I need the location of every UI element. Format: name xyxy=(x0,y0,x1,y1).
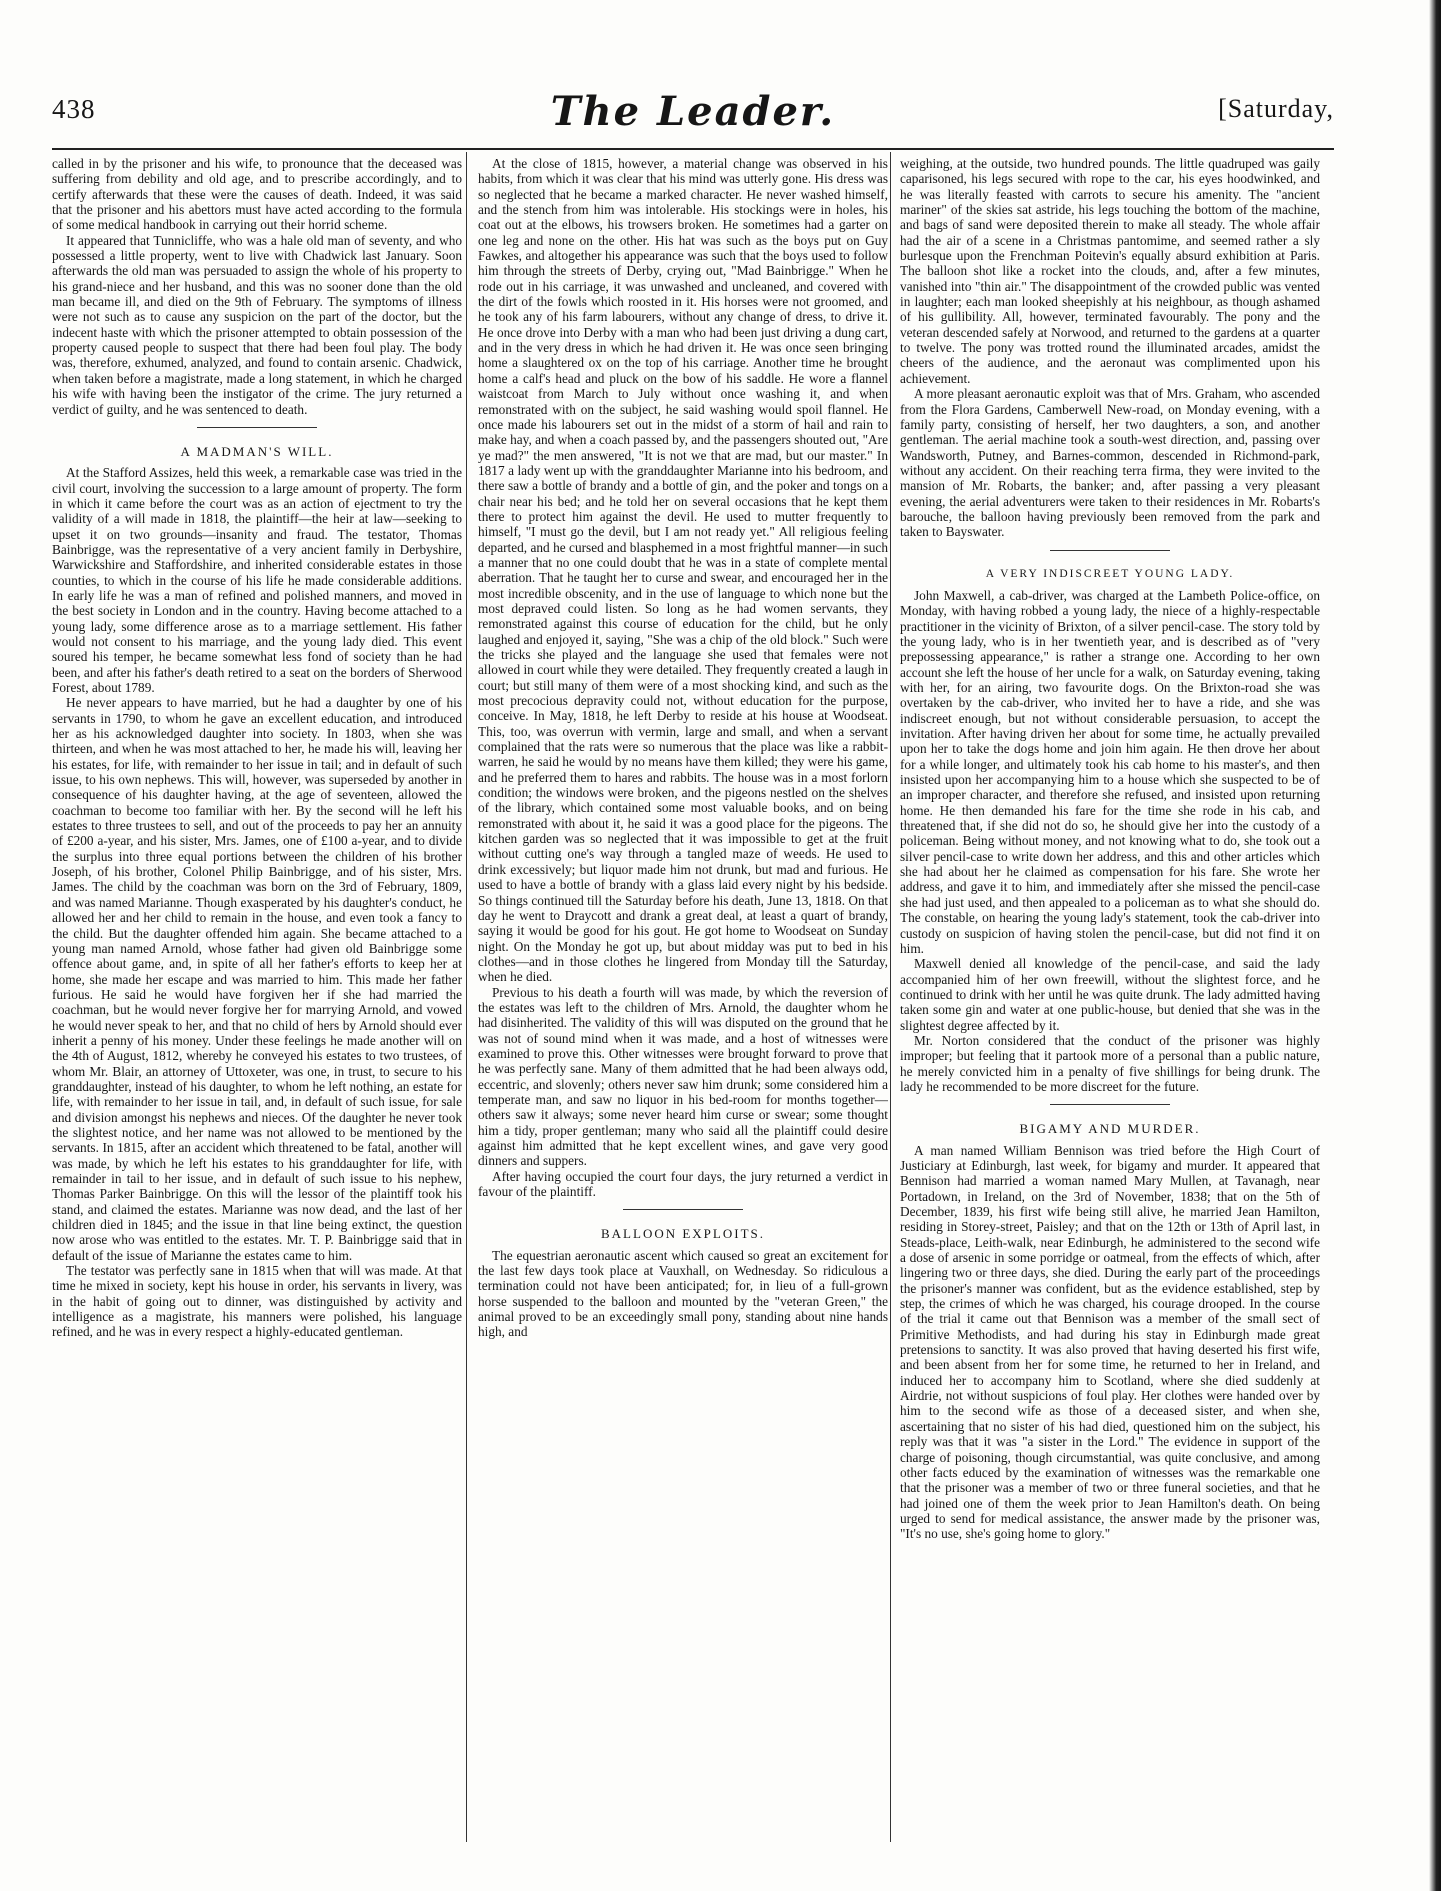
section-rule xyxy=(197,427,317,428)
article-heading: BIGAMY AND MURDER. xyxy=(1019,1121,1201,1137)
paragraph: The equestrian aeronautic ascent which caused so great an excitement for the last few days took place at Vauxhall, on Wednesday. So ridiculous a termination could not have been anticipated; for, in lieu of a full-grown horse suspended to the balloon and mounted by the "veteran Green," the animal proved to be an exceedingly small pony, standing about nine hands high, and xyxy=(478,1247,888,1340)
paragraph: John Maxwell, a cab-driver, was charged at the Lambeth Police-office, on Monday, with having robbed a young lady, the niece of a highly-respectable practitioner in the vicinity of Brixton, of a silver pencil-case. The story told by the young lady, who is in her twentieth year, and is described as of "very prepossessing appearance," is rather a strange one. According to her own account she left the house of her uncle for a walk, on Saturday evening, taking with her, for an airing, two favourite dogs. On the Brixton-road she was overtaken by the cab-driver, who invited her to have a ride, and she was indiscreet enough, but not without considerable persuasion, to accept the invitation. After having driven her about for some time, he actually prevailed upon her to take the dogs home and join him again. He then drove her about for a while longer, and ultimately took his cab home to his master's, and then insisted upon her accompanying him to a house which she suspected to be of an improper character, and therefore she refused, and insisted upon returning home. He then demanded his fare for the time she rode in his cab, and threatened that, if she did not do so, he should give her into the custody of a policeman. Being without money, and not knowing what to do, she took out a silver pencil-case to write down her address, and this and other articles which she had about her he claimed as compensation for his fare. She wrote her address, and gave it to him, and immediately after she missed the pencil-case she had just used, and then appealed to a policeman as to what she should do. The constable, on hearing the young lady's statement, took the cab-driver into custody on suspicion of having stolen the pencil-case, but did not find it on him. xyxy=(900,587,1320,956)
column-divider xyxy=(466,152,467,1842)
paragraph: At the close of 1815, however, a material change was observed in his habits, from which it was clear that his mind was utterly gone. His dress was so neglected that he became a marked character. He never washed himself, and the stench from him was intolerable. His stockings were in holes, his coat out at the elbows, his trowsers broken. He sometimes had a garter on one leg and none on the other. His hat was such as the boys put on Guy Fawkes, and altogether his appearance was such that the boys used to follow him through the streets of Derby, crying out, "Mad Bainbrigge." When he rode out in his carriage, it was unwashed and uncleaned, and covered with the dirt of the fowls which roosted in it. His horses were not groomed, and he took any of his farm labourers, without any change of dress, to drive it. He once drove into Derby with a man who had been just driving a dung cart, and in the very dress in which he had driven it. He was once seen bringing home a slaughtered ox on the top of his carriage. Another time he brought home a calf's head and pluck on the bow of his saddle. He wore a flannel waistcoat from March to July without once washing it, and when remonstrated with on the subject, he said washing would spoil flannel. He once made his labourers set out in the midst of a storm of hail and rain to make hay, and when a coach passed by, and the passengers shouted out, "Are ye mad?" the men answered, "It is not we that are mad, but our master." In 1817 a lady went up with the granddaughter Marianne into his bedroom, and there saw a bottle of brandy and a bottle of gin, and the poker and tongs on a chair near his bed; and he told her on several occasions that he kept them there to protect him against the devil. He used to mutter frequently to himself, "I must go the devil, but I am not ready yet." All religious feeling departed, and he cursed and blasphemed in a most frightful manner—in such a manner that no one could doubt that he was in a state of complete mental aberration. That he taught her to curse and swear, and encouraged her in the most incredible obscenity, and in the use of language to which none but the most depraved could listen. So long as he had women servants, they remonstrated against this course of education for the child, but he only laughed and enjoyed it, saying, "She was a chip of the old block." Such were the tricks she played and the language she used that females were not allowed in court while they were detailed. They frequently created a laugh in court; but still many of them were of a most shocking kind, and such as the most precocious depravity could not, without education for the purpose, conceive. In May, 1818, he left Derby to reside at his house at Woodseat. This, too, was overrun with vermin, large and small, and when a servant complained that the rats were so numerous that the place was like a rabbit-warren, he said he would by no means have them killed; they were his game, and he preferred them to hares and rabbits. The house was in a most forlorn condition; the windows were broken, and the pigeons nestled on the shelves of the library, which contained some most valuable books, and on being remonstrated with about it, he said it was a good place for the pigeons. The kitchen garden was so neglected that it was impossible to get at the fruit without cutting one's way through a tangled maze of weeds. He used to drink excessively; but liquor made him not drunk, but mad and furious. He used to have a bottle of brandy with a glass laid every night by his bedside. So things continued till the Saturday before his death, June 13, 1818. On that day he went to Draycott and drank a great deal, at least a quart of brandy, saying it would be good for his gout. He got home to Woodseat on Sunday night. On the Monday he got up, but about midday was put to bed in his clothes—and in those clothes he lingered from Monday till the Saturday, when he died. xyxy=(478,156,888,985)
paragraph: At the Stafford Assizes, held this week, a remarkable case was tried in the civil court, involving the succession to a large amount of property. The form in which it came before the court was as an action of ejectment to try the validity of a will made in 1818, the plaintiff—the heir at law—seeking to upset it on two grounds—insanity and fraud. The testator, Thomas Bainbrigge, was the representative of a very ancient family in Derbyshire, Warwickshire and Staffordshire, and inherited considerable estates in those counties, to which in the course of his life he made considerable additions. In early life he was a man of refined and polished manners, and moved in the best society in London and in the country. Having become attached to a young lady, some difference arose as to a marriage settlement. His father would not consent to his marriage, and the young lady died. This event soured his temper, he became somewhat less fond of society than he had been, and after his father's death retired to a seat on the borders of Sherwood Forest, about 1789. xyxy=(52,465,462,695)
article-heading: A VERY INDISCREET YOUNG LADY. xyxy=(985,567,1235,580)
paragraph: The testator was perfectly sane in 1815 when that will was made. At that time he mixed in society, kept his house in order, his servants in livery, was in the habit of going out to dinner, was distinguished by activity and intelligence as a magistrate, his manners were polished, his language refined, and he was in every respect a highly-educated gentleman. xyxy=(52,1263,462,1340)
section-rule xyxy=(1050,550,1170,551)
section-rule xyxy=(623,1209,743,1210)
paragraph: After having occupied the court four days, the jury returned a verdict in favour of the plaintiff. xyxy=(478,1168,888,1200)
scan-edge xyxy=(1429,0,1441,1891)
column-3 xyxy=(900,156,1320,1831)
paragraph: called in by the prisoner and his wife, to pronounce that the deceased was suffering from debility and old age, and to prescribe accordingly, and to certify afterwards that these were the causes of death. Indeed, it was said that the prisoner and his abettors must have acted according to the formula of some medical handbook in carrying out their horrid scheme. xyxy=(52,156,462,233)
column-2 xyxy=(478,156,888,1831)
paragraph: Mr. Norton considered that the conduct of the prisoner was highly improper; but feeling that it partook more of a personal than a public nature, he merely convicted him in a penalty of five shillings for being drunk. The lady he recommended to be more discreet for the future. xyxy=(900,1032,1320,1094)
header-rule xyxy=(52,148,1334,150)
paragraph: He never appears to have married, but he had a daughter by one of his servants in 1790, to whom he gave an excellent education, and introduced her as his acknowledged daughter into society. In 1803, when she was thirteen, and when he was most attached to her, he made his will, leaving her his estates, for life, with remainder to her issue in tail; and in default of such issue, to his own nephews. This will, however, was superseded by another in consequence of his daughter having, at the age of seventeen, allowed the coachman to become too familiar with her. By the second will he left his estates to three trustees to sell, and out of the proceeds to pay her an annuity of £200 a-year, and his sister, Mrs. James, one of £100 a-year, and to divide the surplus into three equal portions between the children of his brother Joseph, of his brother, Colonel Philip Bainbrigge, and of his sister, Mrs. James. The child by the coachman was born on the 3rd of February, 1809, and was named Marianne. Though exasperated by his daughter's conduct, he allowed her and her child to remain in the house, and even took a fancy to the child. But the daughter offended him again. She became attached to a young man named Arnold, whose father had given old Bainbrigge some offence about game, and, in spite of all her father's efforts to keep her at home, she made her escape and was married to him. This made her father furious. He said he would have forgiven her if she had married the coachman, but he would never forgive her for marrying Arnold, and vowed he would never speak to her, and that no child of hers by Arnold should ever inherit a penny of his money. Under these feelings he made another will on the 4th of August, 1812, whereby he conveyed his estates to two trustees, of whom Mr. Blair, an attorney of Uttoxeter, was one, in trust, to secure to his granddaughter, instead of his daughter, to whom he left nothing, an estate for life, with remainder to her issue in tail, and, in default of such issue, for sale and division amongst his nephews and nieces. Of the daughter he never took the slightest notice, and her name was not allowed to be mentioned by the servants. In 1815, after an accident which threatened to be fatal, another will was made, by which he left his estates to his granddaughter for life, with remainder in tail to her issue, and in default of such issue to his nephew, Thomas Parker Bainbrigge. On this will the lessor of the plaintiff took his stand, and claimed the estates. Marianne was now dead, and the last of her children died in 1845; and the issue in that line being extinct, the question now arose who was entitled to the estates. Mr. T. P. Bainbrigge said that in default of the issue of Marianne the estates came to him. xyxy=(52,695,462,1263)
paragraph: A man named William Bennison was tried before the High Court of Justiciary at Edinburgh, last week, for bigamy and murder. It appeared that Bennison had married a woman named Mary Mullen, at Tavanagh, near Portadown, in Ireland, on the 3rd of November, 1838; that on the 5th of December, 1839, his first wife being still alive, he married Jean Hamilton, residing in Storey-street, Paisley; and that on the 12th or 13th of April last, in Steads-place, Leith-walk, near Edinburgh, he administered to the second wife a dose of arsenic in some porridge or oatmeal, from the effects of which, after lingering two or three days, she died. During the early part of the proceedings the prisoner's manner was confident, but as the evidence established, step by step, the crimes of which he was charged, his courage drooped. In the course of the trial it came out that Bennison was a member of the small sect of Primitive Methodists, and had during his stay in Edinburgh made great pretensions to sanctity. It was also proved that having deserted his first wife, and been absent from her for some time, he returned to her in Ireland, and induced her to accompany him to Scotland, where she died suddenly at Airdrie, not without suspicions of foul play. Her clothes were handed over by him to the second wife as those of a deceased sister, and when she, ascertaining that no sister of his had died, questioned him on the subject, his reply was that it was "a sister in the Lord." The evidence in support of the charge of poisoning, though circumstantial, was quite conclusive, and among other facts educed by the examination of witnesses was the remarkable one that the prisoner was a member of two or three funeral societies, and that he had joined one of them the week prior to Jean Hamilton's death. On being urged to send for medical assistance, the answer made by the prisoner was, "It's no use, she's going home to glory." xyxy=(900,1142,1320,1542)
paragraph: A more pleasant aeronautic exploit was that of Mrs. Graham, who ascended from the Flora Gardens, Camberwell New-road, on Monday evening, with a family party, consisting of herself, her two daughters, a son, and another gentleman. The aerial machine took a south-west direction, and, passing over Wandsworth, Putney, and Barnes-common, descended in Richmond-park, without any accident. On their reaching terra firma, they were invited to the mansion of Mr. Robarts, the banker; and, after passing a very pleasant evening, the aerial adventurers were taken to their residences in Mr. Robarts's barouche, the balloon having previously been removed from the park and taken to Bayswater. xyxy=(900,386,1320,540)
paragraph: weighing, at the outside, two hundred pounds. The little quadruped was gaily caparisoned, his legs secured with rope to the car, his eyes hoodwinked, and he was literally feasted with carrots to secure his amenity. The "ancient mariner" of the skies sat astride, his legs touching the bottom of the machine, and bags of sand were deposited therein to make all steady. The whole affair had the air of a scene in a Christmas pantomime, and seemed rather a sly burlesque upon the Frenchman Poitevin's equally absurd exhibition at Paris. The balloon shot like a rocket into the clouds, and, after a few minutes, vanished into "thin air." The disappointment of the crowded public was vented in laughter; each man looked sheepishly at his neighbour, as though ashamed of his gullibility. All, however, terminated favourably. The pony and the veteran descended safely at Norwood, and returned to the gardens at a quarter to twelve. The pony was trotted round the illuminated arcades, amidst the cheers of the audience, and the aeronaut was complimented upon his achievement. xyxy=(900,156,1320,386)
page-header xyxy=(52,88,1334,135)
column-1 xyxy=(52,156,462,1831)
article-heading: A MADMAN'S WILL. xyxy=(180,443,334,459)
section-rule xyxy=(1050,1104,1170,1105)
page-number: 438 xyxy=(52,94,96,124)
paragraph: Previous to his death a fourth will was made, by which the reversion of the estates was left to the children of Mrs. Arnold, the daughter whom he had disinherited. The validity of this will was disputed on the ground that he was not of sound mind when it was made, and a host of witnesses were examined to prove this. Other witnesses were brought forward to prove that he was perfectly sane. Many of them admitted that he had been always odd, eccentric, and slovenly; others never saw him drunk; some considered him a temperate man, and saw no liquor in his bed-room for months together—others saw it always; some never heard him curse or swear; some thought him a tidy, proper gentleman; many who said all the plaintiff could desire against him admitted that he kept excellent wines, and gave very good dinners and suppers. xyxy=(478,984,888,1169)
column-divider xyxy=(890,152,891,1842)
paragraph: Maxwell denied all knowledge of the pencil-case, and said the lady accompanied him of her own freewill, without the slightest force, and he continued to drink with her until he was quite drunk. The lady admitted having taken some gin and water at one public-house, but denied that she was in the slightest degree affected by it. xyxy=(900,956,1320,1033)
header-day: [Saturday, xyxy=(1218,94,1334,123)
article-heading: BALLOON EXPLOITS. xyxy=(601,1226,765,1242)
masthead-title: The Leader. xyxy=(550,88,836,135)
paragraph: It appeared that Tunnicliffe, who was a hale old man of seventy, and who possessed a little property, went to live with Chadwick last January. Soon afterwards the old man was persuaded to assign the whole of his property to his grand-niece and her husband, and this was no sooner done than the old man became ill, and died on the 9th of February. The symptoms of illness were not such as to cause any suspicion on the part of the doctor, but the indecent haste with which the prisoner attempted to obtain possession of the property caused people to suspect that there had been foul play. The body was, therefore, exhumed, analyzed, and found to contain arsenic. Chadwick, when taken before a magistrate, made a long statement, in which he charged his wife with having been the instigator of the crime. The jury returned a verdict of guilty, and he was sentenced to death. xyxy=(52,232,462,417)
